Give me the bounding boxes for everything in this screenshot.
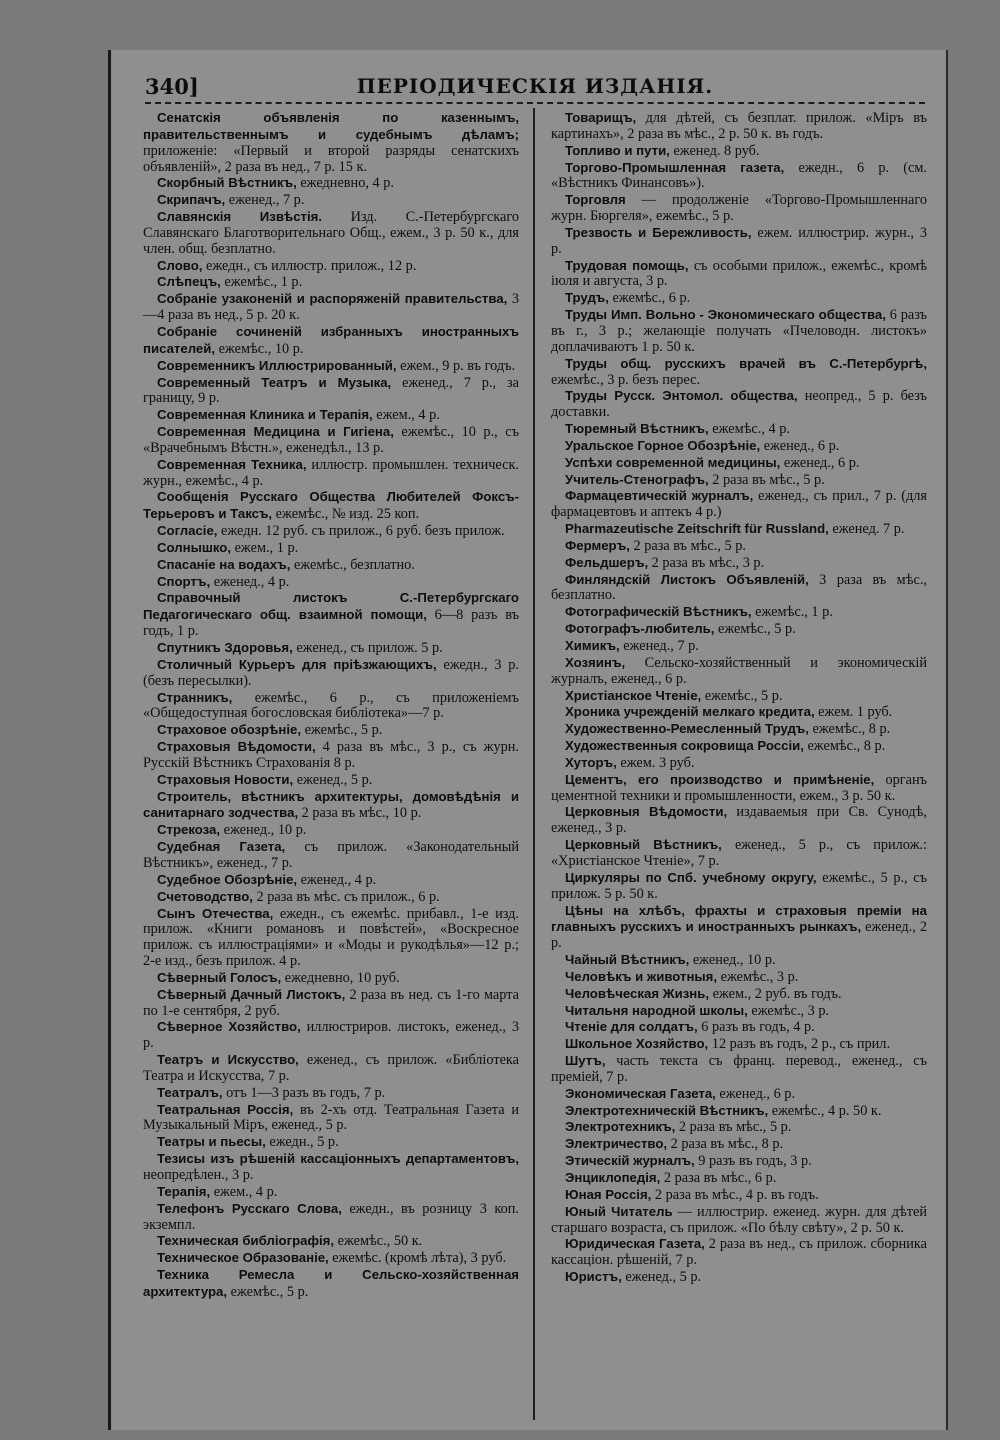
- periodical-entry: [551, 1086, 927, 1103]
- periodical-entry: [551, 772, 927, 805]
- periodical-title: Торгово-Промышленная газета,: [565, 159, 785, 175]
- left-column: [143, 110, 519, 1301]
- periodical-entry: [143, 1052, 519, 1085]
- periodical-details: ежемѣс., 1 р.: [751, 604, 833, 621]
- periodical-entry: [143, 375, 519, 408]
- periodical-entry: [551, 1003, 927, 1020]
- periodical-details: 3 раза въ мѣс., безплатно.: [551, 571, 927, 604]
- periodical-entry: [143, 457, 519, 490]
- periodical-title: Хуторъ,: [565, 754, 617, 770]
- periodical-title: Тюремный Вѣстникъ,: [565, 421, 709, 437]
- periodical-title: Техника Ремесла и Сельско-хозяйственная архитектура,: [143, 1267, 519, 1299]
- periodical-title: Уральское Горное Обозрѣніе,: [565, 437, 761, 453]
- periodical-entry: [143, 258, 519, 275]
- periodical-entry: [551, 837, 927, 870]
- periodical-entry: [143, 424, 519, 457]
- periodical-details: ежемѣс., 5 р.: [301, 722, 383, 739]
- periodical-title: Циркуляры по Спб. учебному округу,: [565, 869, 817, 885]
- periodical-title: Скрипачъ,: [157, 192, 226, 208]
- periodical-entry: [551, 755, 927, 772]
- column-separator: [533, 108, 535, 1420]
- periodical-title: Солнышко,: [157, 539, 231, 555]
- periodical-entry: [143, 489, 519, 523]
- periodical-title: Финляндскій Листокъ Объявленій,: [565, 571, 809, 587]
- periodical-details: органъ цементной техники и промышленности, ежем., 3 р. 50 к.: [551, 771, 927, 804]
- periodical-entry: [143, 1134, 519, 1151]
- periodical-title: Юристъ,: [565, 1269, 622, 1285]
- periodical-title: Фотографъ-любитель,: [565, 621, 715, 637]
- periodical-title: Человѣкъ и животныя,: [565, 968, 718, 984]
- periodical-details: ежемѣс., 3 р.: [747, 1002, 830, 1019]
- periodical-details: еженед., 4 р.: [210, 573, 290, 590]
- periodical-entry: [143, 722, 519, 739]
- periodical-title: Счетоводство,: [157, 888, 253, 904]
- periodical-title: Хроника учрежденій мелкаго кредита,: [565, 704, 815, 720]
- periodical-title: Славянскія Извѣстія.: [157, 209, 323, 225]
- periodical-title: Страховыя Вѣдомости,: [157, 739, 316, 755]
- periodical-entry: [551, 472, 927, 489]
- periodical-title: Столичный Курьеръ для пріѣзжающихъ,: [157, 656, 437, 672]
- periodical-details: ежедневно, 10 руб.: [281, 969, 400, 986]
- periodical-details: ежем., 4 р.: [210, 1183, 278, 1200]
- periodical-entry: [551, 604, 927, 621]
- periodical-title: Художественныя сокровища Россіи,: [565, 738, 804, 754]
- periodical-title: Трудовая помощь,: [565, 257, 689, 273]
- periodical-details: еженед., 4 р.: [297, 871, 377, 888]
- periodical-details: ежедн., 6 р. (см. «Вѣстникъ Финансовъ»).: [551, 159, 927, 192]
- page-number: 340]: [145, 74, 199, 99]
- periodical-entry: [551, 1036, 927, 1053]
- periodical-title: Собраніе узаконеній и распоряженій правительства,: [157, 291, 508, 307]
- periodical-title: Страховыя Новости,: [157, 771, 294, 787]
- periodical-title: Скорбный Вѣстникъ,: [157, 175, 297, 191]
- periodical-entry: [143, 407, 519, 424]
- periodical-details: ежемѣс., 4 р. 50 к.: [768, 1102, 882, 1119]
- periodical-title: Согласіе,: [157, 523, 218, 539]
- periodical-entry: [143, 987, 519, 1020]
- periodical-details: 2 раза въ мѣс., 4 р. въ годъ.: [651, 1186, 819, 1203]
- periodical-entry: [143, 640, 519, 657]
- periodical-title: Современная Клиника и Терапія,: [157, 407, 373, 423]
- periodical-title: Электричество,: [565, 1136, 668, 1152]
- periodical-title: Фермеръ,: [565, 537, 630, 553]
- periodical-title: Товарищъ,: [565, 110, 637, 125]
- periodical-details: ежем. иллюстрир. журн., 3 р.: [551, 224, 927, 257]
- periodical-details: ежедн., съ иллюстр. прилож., 12 р.: [202, 257, 417, 274]
- periodical-details: 6 разъ въ годъ, 4 р.: [697, 1019, 815, 1036]
- periodical-details: ежемѣс., 5 р.: [227, 1283, 309, 1300]
- periodical-details: ежедн., 3 р. (безъ пересылки).: [143, 656, 519, 689]
- periodical-entry: [143, 1250, 519, 1267]
- periodical-title: Торговля: [565, 192, 626, 208]
- periodical-title: Школьное Хозяйство,: [565, 1036, 709, 1052]
- periodical-title: Топливо и пути,: [565, 142, 670, 158]
- periodical-entry: [143, 1267, 519, 1301]
- book-page: [108, 50, 948, 1430]
- periodical-entry: [143, 1085, 519, 1102]
- periodical-entry: [143, 839, 519, 872]
- periodical-entry: [551, 388, 927, 421]
- periodical-entry: [551, 1204, 927, 1237]
- periodical-entry: [143, 970, 519, 987]
- periodical-entry: [551, 1103, 927, 1120]
- periodical-entry: [143, 175, 519, 192]
- periodical-entry: [551, 421, 927, 438]
- periodical-entry: [143, 690, 519, 723]
- periodical-details: 2 раза въ мѣс., 3 р.: [648, 554, 765, 571]
- periodical-details: 2 раза въ мѣс., 5 р.: [629, 537, 746, 554]
- periodical-details: 12 разъ въ годъ, 2 р., съ прил.: [708, 1036, 891, 1053]
- periodical-details: еженед., 7 р.: [225, 192, 305, 209]
- periodical-title: Сѣверный Дачный Листокъ,: [157, 986, 346, 1002]
- periodical-entry: [143, 906, 519, 970]
- periodical-entry: [551, 1153, 927, 1170]
- periodical-title: Энциклопедія,: [565, 1170, 661, 1185]
- periodical-details: ежемѣс., 6 р.: [608, 290, 691, 307]
- periodical-entry: [551, 258, 927, 291]
- periodical-entry: [143, 590, 519, 640]
- periodical-title: Труды Русск. Энтомол. общества,: [565, 388, 798, 404]
- periodical-title: Фотографическій Вѣстникъ,: [565, 604, 752, 620]
- periodical-title: Тезисы изъ рѣшеній кассаціонныхъ департаментовъ,: [157, 1151, 519, 1167]
- periodical-title: Труды Имп. Вольно - Экономическаго общества,: [565, 307, 886, 323]
- periodical-entry: [143, 872, 519, 889]
- periodical-title: Современная Медицина и Гигіена,: [157, 424, 394, 440]
- periodical-title: Спасаніе на водахъ,: [157, 556, 291, 572]
- periodical-title: Читальня народной школы,: [565, 1002, 748, 1018]
- header-rule: [145, 102, 925, 104]
- periodical-entry: [143, 657, 519, 690]
- periodical-entry: [143, 274, 519, 291]
- periodical-entry: [551, 1053, 927, 1086]
- periodical-details: ежем., 4 р.: [372, 407, 440, 424]
- periodical-details: ежем. 3 руб.: [616, 754, 695, 771]
- periodical-title: Этическій журналъ,: [565, 1153, 695, 1169]
- page-title: ПЕРІОДИЧЕСКІЯ ИЗДАНІЯ.: [356, 74, 714, 98]
- periodical-details: въ 2-хъ отд. Театральная Газета и Музыкальный Міръ, еженед., 5 р.: [143, 1101, 519, 1134]
- periodical-entry: [551, 1170, 927, 1187]
- periodical-entry: [551, 1236, 927, 1269]
- periodical-entry: [143, 192, 519, 209]
- periodical-entry: [551, 952, 927, 969]
- periodical-entry: [143, 523, 519, 540]
- periodical-details: съ особыми прилож., ежемѣс., кромѣ іюля и августа, 3 р.: [551, 257, 928, 290]
- periodical-details: 6—8 разъ въ годъ, 1 р.: [143, 607, 519, 640]
- periodical-details: иллюстриров. листокъ, еженед., 3 р.: [143, 1019, 519, 1052]
- periodical-details: 2 раза въ мѣс. съ прилож., 6 р.: [252, 888, 440, 905]
- periodical-title: Фельдшеръ,: [565, 554, 649, 570]
- periodical-details: ежемѣс., 8 р.: [803, 738, 886, 755]
- periodical-title: Труды общ. русскихъ врачей въ С.-Петербургѣ,: [565, 355, 927, 371]
- periodical-details: ежемѣс., 10 р.: [215, 340, 304, 357]
- periodical-details: 4 раза въ мѣс., 3 р., съ журн. Русскій Вѣстникъ Страхованія 8 р.: [143, 739, 520, 771]
- periodical-entry: [143, 1184, 519, 1201]
- periodical-details: ежемѣс., № изд. 25 коп.: [272, 506, 420, 523]
- periodical-entry: [143, 789, 519, 823]
- periodical-details: 9 разъ въ годъ, 3 р.: [694, 1153, 812, 1170]
- periodical-entry: [551, 438, 927, 455]
- periodical-entry: [143, 1233, 519, 1250]
- periodical-title: Церковныя Вѣдомости,: [565, 804, 728, 820]
- periodical-entry: [551, 1119, 927, 1136]
- periodical-entry: [551, 572, 927, 605]
- periodical-entry: [551, 160, 927, 193]
- periodical-entry: [143, 540, 519, 557]
- periodical-entry: [143, 822, 519, 839]
- periodical-title: Странникъ,: [157, 689, 233, 705]
- periodical-details: 3—4 раза въ нед., 5 р. 20 к.: [143, 291, 519, 324]
- periodical-entry: [551, 986, 927, 1003]
- periodical-details: часть текста съ франц. перевод., еженед., съ преміей, 7 р.: [551, 1053, 927, 1085]
- periodical-details: еженед., 5 р.: [293, 771, 373, 788]
- periodical-title: Чтеніе для солдатъ,: [565, 1019, 698, 1035]
- periodical-entry: [551, 903, 927, 953]
- periodical-title: Современный Театръ и Музыка,: [157, 374, 392, 390]
- periodical-title: Христіанское Чтеніе,: [565, 687, 702, 703]
- periodical-entry: [551, 192, 927, 225]
- periodical-title: Судебная Газета,: [157, 839, 286, 855]
- periodical-title: Художественно-Ремесленный Трудъ,: [565, 721, 809, 737]
- periodical-entry: [551, 538, 927, 555]
- periodical-details: неопредѣлен., 3 р.: [143, 1167, 254, 1183]
- periodical-details: ежемѣс., 5 р., съ прилож. 5 р. 50 к.: [551, 869, 927, 902]
- periodical-entry: [143, 1151, 519, 1184]
- periodical-entry: [551, 1269, 927, 1286]
- periodical-title: Юридическая Газета,: [565, 1236, 705, 1252]
- periodical-details: еженед., 6 р.: [715, 1085, 796, 1102]
- periodical-entry: [551, 521, 927, 538]
- periodical-entry: [143, 557, 519, 574]
- periodical-entry: [143, 1102, 519, 1135]
- periodical-entry: [551, 110, 927, 143]
- page-header: [145, 72, 925, 102]
- periodical-details: иллюстр. промышлен. техническ. журн., ежемѣс., 4 р.: [143, 456, 519, 489]
- periodical-entry: [551, 555, 927, 572]
- periodical-details: ежедн., съ ежемѣс. прибавл., 1-е изд. прилож. «Книги романовъ и повѣстей», «Воскресное прилож. съ иллюстраціями» и «Моды и рукодѣлья»—12 р.; 2-е изд., безъ прилож. 4 р.: [143, 905, 519, 970]
- right-column: [551, 110, 927, 1286]
- periodical-entry: [143, 324, 519, 358]
- periodical-details: ежемѣс., 4 р.: [708, 421, 790, 438]
- periodical-entry: [551, 704, 927, 721]
- periodical-entry: [143, 209, 519, 258]
- periodical-details: еженед., 2 р.: [551, 919, 927, 952]
- periodical-details: ежедн., въ розницу 3 коп. экземпл.: [143, 1200, 519, 1233]
- periodical-details: ежемѣс., 8 р.: [808, 721, 891, 738]
- periodical-title: Человѣческая Жизнь,: [565, 985, 709, 1001]
- periodical-entry: [143, 358, 519, 375]
- periodical-title: Сенатскія объявленія по казеннымъ, правительственнымъ и судебнымъ дѣламъ;: [143, 110, 519, 142]
- periodical-details: — продолженіе «Торгово-Промышленнаго журн. Бюргеля», ежемѣс., 5 р.: [551, 192, 927, 225]
- periodical-details: еженед. 7 р.: [828, 521, 905, 538]
- periodical-title: Техническое Образованіе,: [157, 1250, 329, 1266]
- periodical-title: Справочный листокъ С.-Петербургскаго Педагогическаго общ. взаимной помощи,: [143, 590, 519, 623]
- periodical-details: еженед., съ прилож. 5 р.: [292, 640, 443, 656]
- periodical-title: Шутъ,: [565, 1053, 606, 1069]
- periodical-title: Спутникъ Здоровья,: [157, 640, 293, 655]
- periodical-entry: [551, 488, 927, 521]
- periodical-entry: [551, 738, 927, 755]
- periodical-title: Юная Россія,: [565, 1186, 652, 1202]
- periodical-title: Цѣны на хлѣбъ, фрахты и страховыя преміи на главныхъ русскихъ и иностранныхъ рынкахъ,: [551, 902, 927, 935]
- periodical-details: ежем., 9 р. въ годъ.: [396, 357, 516, 374]
- periodical-title: Электротехникъ,: [565, 1119, 676, 1135]
- periodical-title: Театральная Россія,: [157, 1101, 294, 1117]
- periodical-details: еженед. 8 руб.: [669, 142, 760, 159]
- periodical-details: неопред., 5 р. безъ доставки.: [551, 388, 927, 421]
- periodical-entry: [551, 455, 927, 472]
- periodical-entry: [551, 638, 927, 655]
- periodical-details: 6 разъ въ г., 3 р.; желающіе получать «Пчеловодн. листокъ» доплачиваютъ 1 р. 50 к.: [551, 307, 927, 355]
- periodical-entry: [143, 574, 519, 591]
- periodical-title: Спортъ,: [157, 573, 211, 589]
- periodical-entry: [143, 1019, 519, 1052]
- periodical-entry: [551, 1136, 927, 1153]
- periodical-details: ежемѣс., 3 р.: [717, 968, 799, 985]
- periodical-title: Цементъ, его производство и примѣненіе,: [565, 771, 875, 787]
- periodical-details: ежедневно, 4 р.: [296, 175, 394, 192]
- periodical-details: отъ 1—3 разъ въ годъ, 7 р.: [222, 1084, 386, 1101]
- periodical-details: ежемѣс., 1 р.: [220, 274, 303, 291]
- periodical-entry: [551, 655, 927, 688]
- periodical-details: еженед., 7 р.: [619, 638, 699, 654]
- periodical-title: Сообщенія Русскаго Общества Любителей Фоксъ-Терьеровъ и Таксъ,: [143, 489, 519, 522]
- periodical-details: 2 раза въ нед., съ прилож. сборника кассаціон. рѣшеній, 7 р.: [551, 1236, 928, 1269]
- periodical-title: Театралъ,: [157, 1084, 223, 1100]
- periodical-details: ежемѣс., 3 р. безъ перес.: [551, 371, 701, 388]
- periodical-details: ежемѣс., 10 р., съ «Врачебнымъ Вѣстн.», еженедѣл., 13 р.: [143, 424, 519, 456]
- periodical-entry: [551, 143, 927, 160]
- periodical-details: еженед., 5 р.: [621, 1269, 702, 1286]
- periodical-title: Телефонъ Русскаго Слова,: [157, 1200, 342, 1216]
- periodical-details: ежемѣс., безплатно.: [290, 556, 415, 573]
- periodical-details: ежемѣс., 5 р.: [701, 687, 783, 704]
- periodical-details: ежем., 2 руб. въ годъ.: [709, 985, 842, 1002]
- periodical-details: 2 раза въ мѣс., 5 р.: [675, 1119, 792, 1136]
- periodical-title: Слово,: [157, 257, 203, 273]
- periodical-details: издаваемыя при Св. Сунодѣ, еженед., 3 р.: [551, 804, 927, 837]
- periodical-title: Учитель-Стенографъ,: [565, 471, 709, 487]
- periodical-entry: [143, 110, 519, 175]
- periodical-details: еженед., съ прилож. «Библіотека Театра и Искусства, 7 р.: [143, 1052, 520, 1084]
- periodical-details: для дѣтей, съ безплат. прилож. «Міръ въ картинахъ», 2 раза въ мѣс., 2 р. 50 к. въ годъ.: [551, 110, 927, 142]
- periodical-entry: [551, 688, 927, 705]
- periodical-title: Терапія,: [157, 1183, 211, 1199]
- periodical-details: еженед., 5 р., съ прилож.: «Христіанское Чтеніе», 7 р.: [551, 837, 927, 869]
- periodical-details: еженед., 10 р.: [220, 822, 307, 839]
- periodical-entry: [551, 225, 927, 258]
- periodical-entry: [143, 1201, 519, 1234]
- periodical-entry: [551, 721, 927, 738]
- periodical-title: Театръ и Искусство,: [157, 1052, 299, 1068]
- periodical-entry: [143, 889, 519, 906]
- periodical-details: 2 раза въ мѣс., 8 р.: [667, 1136, 784, 1153]
- periodical-details: ежемѣс., 50 к.: [334, 1233, 423, 1250]
- periodical-details: ежем., 1 р.: [231, 539, 299, 556]
- periodical-entry: [551, 621, 927, 638]
- periodical-title: Трудъ,: [565, 290, 609, 306]
- periodical-title: Химикъ,: [565, 638, 620, 653]
- periodical-title: Церковный Вѣстникъ,: [565, 837, 722, 853]
- periodical-title: Сѣверный Голосъ,: [157, 969, 282, 985]
- periodical-title: Судебное Обозрѣніе,: [157, 871, 298, 887]
- periodical-entry: [551, 1019, 927, 1036]
- periodical-title: Современникъ Иллюстрированный,: [157, 357, 397, 373]
- periodical-entry: [551, 1187, 927, 1204]
- periodical-details: ежедн., 5 р.: [265, 1134, 339, 1151]
- periodical-title: Стрекоза,: [157, 822, 221, 838]
- periodical-details: еженед., 6 р.: [780, 454, 860, 471]
- periodical-details: еженед., 6 р.: [760, 437, 840, 454]
- periodical-title: Сѣверное Хозяйство,: [157, 1019, 301, 1035]
- periodical-details: ежедн. 12 руб. съ прилож., 6 руб. безъ прилож.: [217, 523, 505, 540]
- periodical-details: 2 раза въ мѣс., 5 р.: [708, 471, 825, 488]
- periodical-details: Изд. С.-Петербургскаго Славянскаго Благотворительнаго Общ., ежем., 3 р. 50 к., для член. общ. безплатно.: [143, 209, 519, 257]
- periodical-title: Сынъ Отечества,: [157, 905, 274, 921]
- periodical-details: 2 раза въ мѣс., 10 р.: [298, 805, 422, 822]
- periodical-title: Современная Техника,: [157, 456, 307, 472]
- periodical-details: — иллюстрир. еженед. журн. для дѣтей старшаго возраста, съ прилож. «По бѣлу свѣту», 2 р. 50 к.: [551, 1203, 927, 1236]
- periodical-title: Pharmazeutische Zeitschrift für Russland,: [565, 521, 829, 537]
- periodical-details: еженед., съ прил., 7 р. (для фармацевтовъ и аптекъ 4 р.): [551, 488, 927, 521]
- periodical-title: Театры и пьесы,: [157, 1134, 266, 1150]
- periodical-details: еженед., 10 р.: [689, 952, 776, 969]
- periodical-title: Трезвость и Бережливость,: [565, 224, 752, 240]
- periodical-title: Юный Читатель: [565, 1203, 673, 1219]
- periodical-details: съ прилож. «Законодательный Вѣстникъ», еженед., 7 р.: [143, 839, 519, 871]
- periodical-entry: [551, 290, 927, 307]
- periodical-title: Страховое обозрѣніе,: [157, 722, 302, 738]
- periodical-title: Фармацевтическій журналъ,: [565, 488, 754, 504]
- periodical-details: ежем. 1 руб.: [814, 704, 893, 721]
- periodical-details: 2 раза въ мѣс., 6 р.: [660, 1170, 777, 1186]
- periodical-title: Техническая библіографія,: [157, 1233, 335, 1249]
- periodical-entry: [551, 356, 927, 389]
- periodical-title: Слѣпецъ,: [157, 274, 221, 290]
- periodical-entry: [143, 772, 519, 789]
- periodical-title: Экономическая Газета,: [565, 1085, 716, 1101]
- periodical-entry: [551, 307, 927, 356]
- periodical-entry: [551, 804, 927, 837]
- periodical-title: Электротехническій Вѣстникъ,: [565, 1102, 769, 1118]
- periodical-entry: [551, 870, 927, 903]
- periodical-details: Сельско-хозяйственный и экономическій журналъ, еженед., 6 р.: [551, 654, 927, 687]
- periodical-entry: [143, 291, 519, 324]
- periodical-details: ежемѣс., 6 р., съ приложеніемъ «Общедоступная богословская библіотека»—7 р.: [143, 689, 519, 722]
- periodical-title: Строитель, вѣстникъ архитектуры, домовѣдѣнія и санитарнаго зодчества,: [143, 788, 519, 821]
- periodical-title: Успѣхи современной медицины,: [565, 454, 781, 470]
- periodical-title: Чайный Вѣстникъ,: [565, 952, 690, 968]
- periodical-entry: [143, 739, 519, 772]
- periodical-details: 2 раза въ нед. съ 1-го марта по 1-е сентября, 2 руб.: [143, 986, 519, 1019]
- periodical-entry: [551, 969, 927, 986]
- periodical-details: ежемѣс. (кромѣ лѣта), 3 руб.: [328, 1250, 507, 1267]
- periodical-details: еженед., 7 р., за границу, 9 р.: [143, 374, 519, 407]
- periodical-details: ежемѣс., 5 р.: [714, 621, 796, 638]
- periodical-title: Собраніе сочиненій избранныхъ иностранныхъ писателей,: [143, 323, 519, 356]
- periodical-title: Хозяинъ,: [565, 654, 626, 670]
- periodical-details: приложеніе: «Первый и второй разряды сенатскихъ объявленій», 2 раза въ нед., 7 р. 15 к.: [143, 142, 519, 175]
